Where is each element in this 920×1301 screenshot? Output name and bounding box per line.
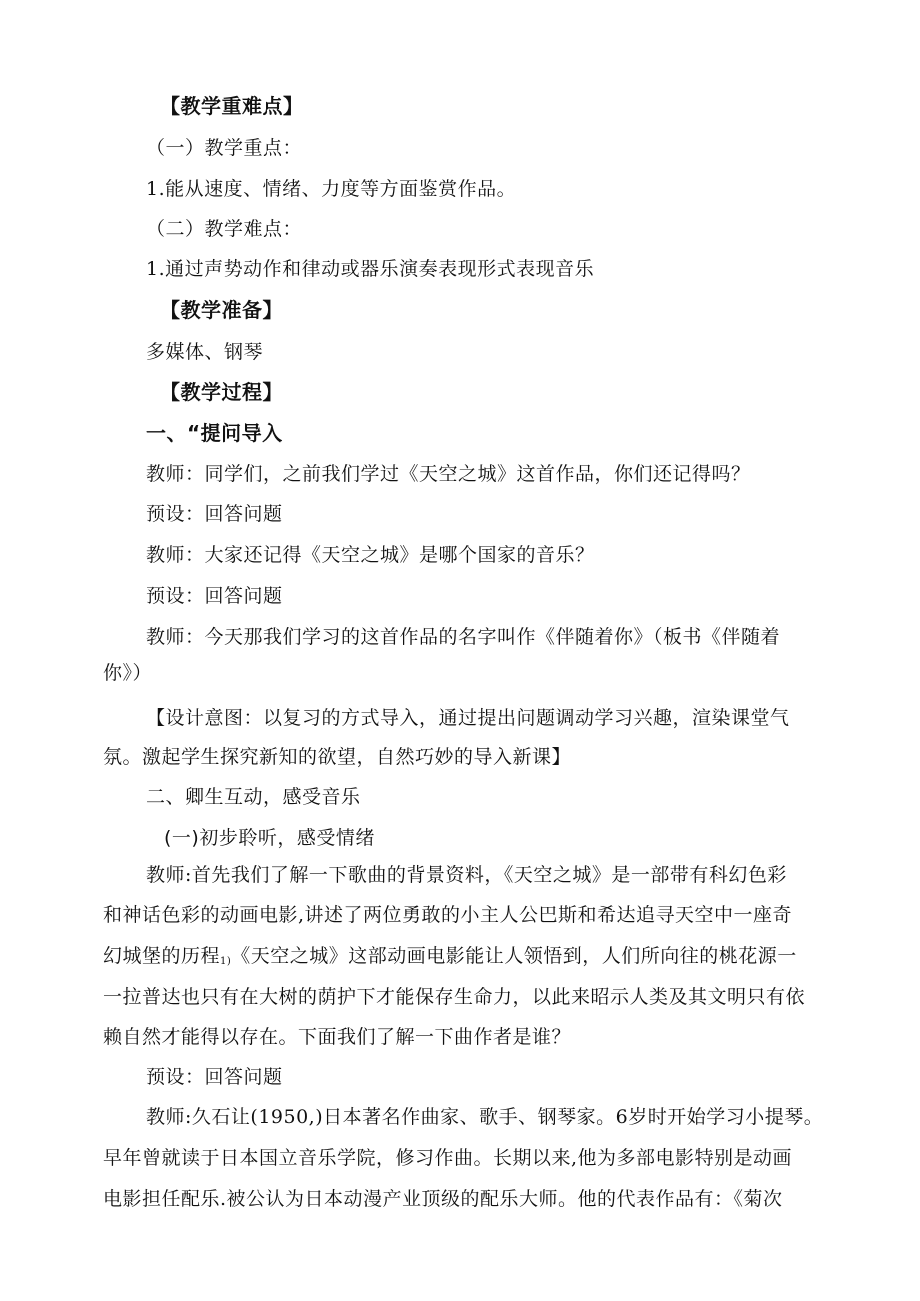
background-line-part: 幻城堡的历程 (103, 945, 221, 967)
preset-answer: 预设：回答问题 (146, 1066, 283, 1088)
dialogue-line: 教师：大家还记得《天空之城》是哪个国家的音乐？ (146, 544, 595, 566)
composer-line: 电影担任配乐.被公认为日本动漫产业顶级的配乐大师。他的代表作品有：《菊次 (103, 1188, 783, 1210)
label-difficulties: （二）教学难点： (146, 218, 303, 240)
heading-key-points: 【教学重难点】 (160, 94, 304, 118)
composer-line: 早年曾就读于日本国立音乐学院，修习作曲。长期以来,他为多部电影特别是动画 (103, 1147, 793, 1169)
heading-preparation: 【教学准备】 (160, 298, 283, 322)
dialogue-line: 预设：回答问题 (146, 503, 283, 525)
substep1-heading: (一)初步聆听，感受情绪 (164, 827, 375, 849)
dialogue-line: 教师：同学们，之前我们学过《天空之城》这首作品，你们还记得吗？ (146, 463, 751, 485)
background-line: 赖自然才能得以存在。下面我们了解一下曲作者是谁？ (103, 1026, 572, 1048)
step1-heading: 一、“提问导入 (146, 421, 283, 445)
composer-line: 教师:久石让(1950,)日本著名作曲家、歌手、钢琴家。6岁时开始学习小提琴。 (146, 1106, 824, 1128)
footnote-marker: 1) (220, 956, 232, 967)
difficulty-item: 1.通过声势动作和律动或器乐演奏表现形式表现音乐 (146, 258, 595, 280)
design-intent-line: 【设计意图：以复习的方式导入，通过提出问题调动学习兴趣，渲染课堂气 (146, 707, 790, 729)
background-line: 和神话色彩的动画电影,讲述了两位勇敢的小主人公巴斯和希达追寻天空中一座奇 (103, 904, 793, 926)
preparation-items: 多媒体、钢琴 (146, 341, 264, 363)
background-line-part: 《天空之城》这部动画电影能让人领悟到，人们所向往的桃花源一 (231, 945, 797, 967)
label-key-points: （一）教学重点： (146, 137, 303, 159)
design-intent-line: 氛。激起学生探究新知的欲望，自然巧妙的导入新课】 (103, 746, 572, 768)
background-line: 一拉普达也只有在大树的荫护下才能保存生命力，以此来昭示人类及其文明只有依 (103, 986, 806, 1008)
key-point-item: 1.能从速度、情绪、力度等方面鉴赏作品。 (146, 178, 517, 200)
background-line: 教师:首先我们了解一下歌曲的背景资料，《天空之城》是一部带有科幻色彩 (146, 864, 787, 886)
background-line (103, 943, 797, 975)
heading-process: 【教学过程】 (160, 380, 283, 404)
dialogue-line: 教师：今天那我们学习的这首作品的名字叫作《伴随着你》（板书《伴随着 (146, 626, 781, 648)
dialogue-line: 预设：回答问题 (146, 585, 283, 607)
dialogue-line: 你》） (103, 662, 153, 684)
step2-heading: 二、卿生互动，感受音乐 (146, 786, 361, 808)
